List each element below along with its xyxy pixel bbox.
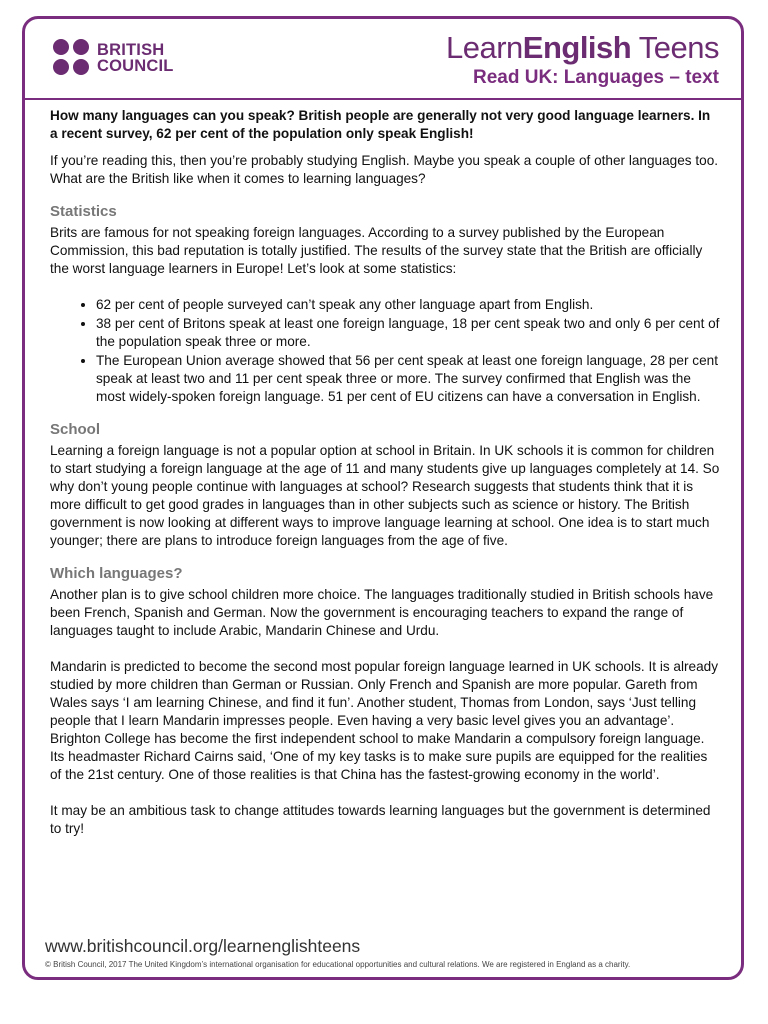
list-item: • The European Union average showed that 56 per cent speak at least one foreign language, 28 per cent speak at least two and 11 per cent speak three or more. The survey confirmed that English was the most widely-spoken foreign language. 51 per cent of EU citizens can have a conversation in English. xyxy=(96,352,720,406)
list-item: • 38 per cent of Britons speak at least one foreign language, 18 per cent speak two and only 6 per cent of the population speak three or more. xyxy=(96,315,720,351)
opening-paragraph: If you’re reading this, then you’re probably studying English. Maybe you speak a couple of other languages too. What are the British like when it comes to learning languages? xyxy=(50,153,719,186)
school-paragraph: Learning a foreign language is not a popular option at school in Britain. In UK schools it is common for children to start studying a foreign language at the age of 11 and many students give up languages completely at 14. So why don’t young people continue with languages at school? Research suggests that students think that it is more difficult to get good grades in languages than in other subjects such as science or history. The British government is now looking at different ways to improve language learning at school. One idea is to start much younger; there are plans to introduce foreign languages from the age of five. xyxy=(50,443,720,548)
logo-line1: BRITISH xyxy=(97,41,165,59)
which-paragraph-3: It may be an ambitious task to change attitudes towards learning languages but the government is determined to try! xyxy=(50,803,711,836)
brand-learn: Learn xyxy=(445,30,523,65)
logo-line2: COUNCIL xyxy=(97,57,174,75)
brand xyxy=(446,31,719,90)
list-item: • 62 per cent of people surveyed can’t speak any other language apart from English. xyxy=(96,296,720,314)
page-title: Read UK: Languages – text xyxy=(473,67,719,88)
header xyxy=(25,19,741,100)
school-heading: School xyxy=(50,421,101,438)
which-languages-heading: Which languages? xyxy=(50,565,183,582)
british-council-logo xyxy=(53,39,174,77)
statistics-list xyxy=(50,296,720,406)
logo-dots-icon xyxy=(53,39,91,77)
logo-text xyxy=(97,42,174,74)
footer-copyright: © British Council, 2017 The United Kingdom’s international organisation for educational opportunities and cultural relations. We are registered in England as a charity. xyxy=(45,960,631,969)
statistics-paragraph: Brits are famous for not speaking foreign languages. According to a survey published by the European Commission, this bad reputation is totally justified. The results of the survey state that the British are officially the worst language learners in Europe! Let’s look at some statistics: xyxy=(50,225,703,276)
page-frame xyxy=(22,16,744,980)
brand-title xyxy=(446,31,719,65)
footer-url[interactable]: www.britishcouncil.org/learnenglishteens xyxy=(45,936,361,956)
brand-english: English xyxy=(522,30,632,65)
which-paragraph-1: Another plan is to give school children more choice. The languages traditionally studied in British schools have been French, Spanish and German. Now the government is encouraging teachers to expand the range of languages taught to include Arabic, Mandarin Chinese and Urdu. xyxy=(50,587,714,638)
article-body xyxy=(50,107,720,838)
brand-teens: Teens xyxy=(631,30,719,65)
statistics-heading: Statistics xyxy=(50,203,117,220)
intro-paragraph: How many languages can you speak? British people are generally not very good language learners. In a recent survey, 62 per cent of the population only speak English! xyxy=(50,108,711,141)
which-paragraph-2: Mandarin is predicted to become the second most popular foreign language learned in UK schools. It is already studied by more children than German or Russian. Only French and Spanish are more popular. Gareth from Wales says ‘I am learning Chinese, and find it fun’. Another student, Thomas from London, says ‘Just telling people that I learn Mandarin impresses people. Even having a very basic level gives you an advantage’. Brighton College has become the first independent school to make Mandarin a compulsory foreign language. Its headmaster Richard Cairns said, ‘One of my key tasks is to make sure pupils are equipped for the realities of the 21st century. One of those realities is that China has the fastest-growing economy in the world’. xyxy=(50,659,718,782)
